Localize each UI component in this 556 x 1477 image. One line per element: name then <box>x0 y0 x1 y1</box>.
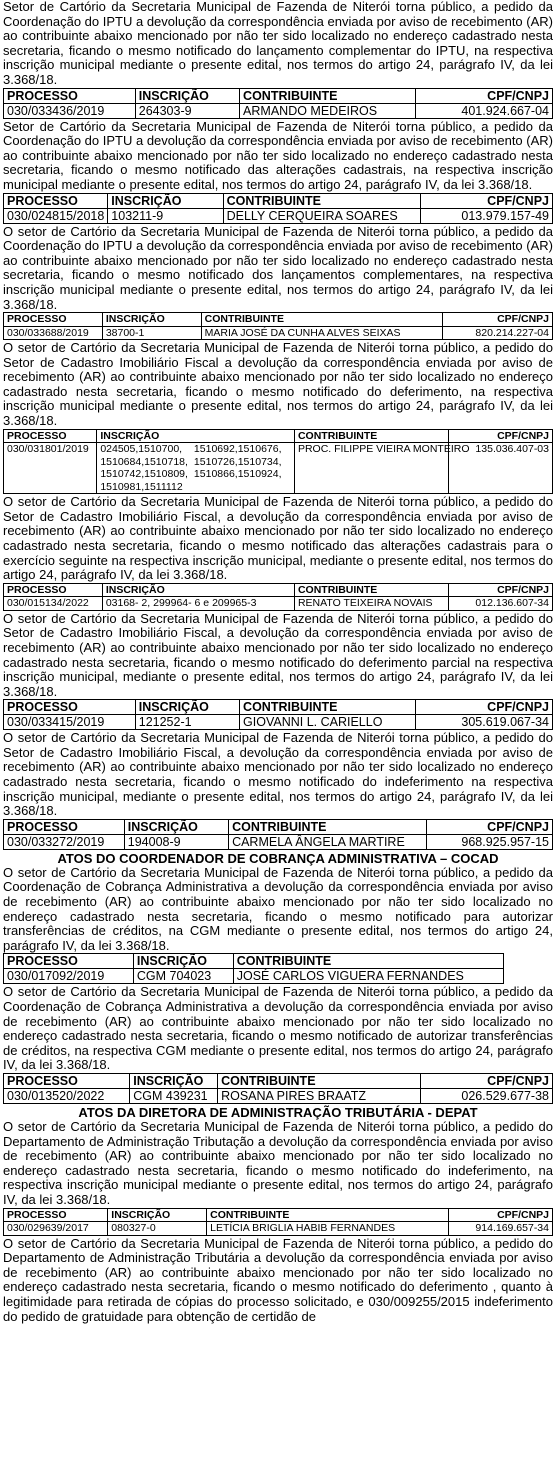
notice-paragraph: O setor de Cartório da Secretaria Municipal de Fazenda de Niterói torna público, a pedido do Departamento de Administração Tributação a devolução da correspondência enviada por aviso de recebimento (AR) ao contribuinte abaixo mencionado por não ter sido localizado no endereço cadastrado nesta secretaria, ficando o mesmo notificado do indeferimento, na respectiva inscrição municipal mediante o presente edital, nos termos do artigo 24, parágrafo IV, da lei 3.368/18. <box>3 1118 553 1207</box>
cell-contribuinte: CARMELA ÂNGELA MARTIRE <box>229 834 427 849</box>
cell-contribuinte: LETÍCIA BRIGLIA HABIB FERNANDES <box>207 1222 449 1236</box>
header-contribuinte: CONTRIBUINTE <box>201 313 443 327</box>
cell-contribuinte: ROSANA PIRES BRAATZ <box>218 1088 421 1103</box>
inscricao-line: 1510742,1510809, <box>100 468 188 481</box>
cell-inscricao: 121252-1 <box>135 715 239 730</box>
header-inscricao: INSCRIÇÃO <box>135 88 239 103</box>
inscricao-line: 1510866,1510924, <box>193 468 282 481</box>
header-inscricao: INSCRIÇÃO <box>97 429 295 443</box>
header-contribuinte: CONTRIBUINTE <box>218 1073 421 1088</box>
record-table <box>3 699 553 730</box>
inscricao-line: 1510981,1511112 <box>100 480 183 493</box>
record-table <box>3 193 553 224</box>
notice-paragraph: O setor de Cartório da Secretaria Municipal de Fazenda de Niterói torna público, a pedido do Setor de Cadastro Imobiliário Fiscal, a devolução da correspondência enviada por aviso de recebimento (AR) ao contribuinte abaixo mencionado por não ter sido localizado no endereço cadastrado nesta secretaria, ficando o mesmo notificado das alterações cadastrais para o exercício seguinte na respectiva inscrição municipal, mediante o presente edital, nos termos do artigo 24, parágrafo IV, da lei 3.368/18. <box>3 494 553 583</box>
cell-cpf-cnpj: 305.619.067-34 <box>415 715 552 730</box>
notice-paragraph: O setor de Cartório da Secretaria Municipal de Fazenda de Niterói torna público, a pedido do Setor de Cadastro Imobiliário Fiscal a devolução da correspondência enviada por aviso de recebimento (AR) ao contribuinte abaixo mencionado por não ter sido localizado no endereço cadastrado nesta secretaria, ficando o mesmo notificado do deferimento, na respectiva inscrição municipal mediante o presente edital, nos termos do artigo 24, parágrafo IV, da lei 3.368/18. <box>3 340 553 429</box>
header-processo: PROCESSO <box>4 313 103 327</box>
header-cpf-cnpj: CPF/CNPJ <box>448 1208 552 1222</box>
notice-paragraph: Setor de Cartório da Secretaria Municipal de Fazenda de Niterói torna público, a pedido da Coordenação do IPTU a devolução da correspondência enviada por aviso de recebimento (AR) ao contribuinte abaixo mencionado por não ter sido localizado no endereço cadastrado nesta secretaria, ficando o mesmo notificado do lançamento complementar do IPTU, na respectiva inscrição municipal mediante o presente edital, nos termos do artigo 24, parágrafo IV, da lei 3.368/18. <box>3 0 553 87</box>
header-processo: PROCESSO <box>4 429 97 443</box>
notice-paragraph: O setor de Cartório da Secretaria Municipal de Fazenda de Niterói torna público, a pedido da Coordenação de Cobrança Administrativa a devolução da correspondência enviada por aviso de recebimento (AR) ao contribuinte abaixo mencionado por não ter sido localizado no endereço cadastrado nesta secretaria, ficando o mesmo notificado para autorizar transferências de créditos, na CGM mediante o presente edital, nos termos do artigo 24, parágrafo IV, da lei 3.368/18. <box>3 864 553 953</box>
cell-inscricao: 264303-9 <box>135 103 239 118</box>
header-cpf-cnpj: CPF/CNPJ <box>415 700 552 715</box>
inscricao-line: 1510684,1510718, <box>100 455 188 468</box>
cell-processo: 030/033272/2019 <box>4 834 125 849</box>
cell-contribuinte: RENATO TEIXEIRA NOVAIS <box>294 597 448 611</box>
cell-contribuinte: ARMANDO MEDEIROS <box>240 103 416 118</box>
cell-inscricao: 38700-1 <box>102 326 201 340</box>
section-heading: ATOS DO COORDENADOR DE COBRANÇA ADMINISTRATIVA – COCAD <box>57 850 499 866</box>
cell-processo: 030/029639/2017 <box>4 1222 108 1236</box>
cell-processo: 030/031801/2019 <box>4 443 97 494</box>
header-cpf-cnpj: CPF/CNPJ <box>426 819 552 834</box>
record-table <box>3 429 553 495</box>
header-inscricao: INSCRIÇÃO <box>108 1208 207 1222</box>
inscricao-line: 1510726,1510734, <box>193 455 282 468</box>
record-table <box>3 953 504 984</box>
header-contribuinte: CONTRIBUINTE <box>294 429 448 443</box>
header-processo: PROCESSO <box>4 954 134 969</box>
header-contribuinte: CONTRIBUINTE <box>240 700 416 715</box>
inscricao-line: 1510692,1510676, <box>193 443 282 456</box>
notice-paragraph: O setor de Cartório da Secretaria Municipal de Fazenda de Niterói torna público, a pedido do Setor de Cadastro Imobiliário Fiscal, a devolução da correspondência enviada por aviso de recebimento (AR) ao contribuinte abaixo mencionado por não ter sido localizado no endereço cadastrado nesta secretaria, ficando o mesmo notificado do deferimento parcial na respectiva inscrição municipal, mediante o presente edital, nos termos do artigo 24, parágrafo IV, da lei 3.368/18. <box>3 610 553 699</box>
header-inscricao: INSCRIÇÃO <box>130 1073 218 1088</box>
cell-inscricao: 080327-0 <box>108 1222 207 1236</box>
header-contribuinte: CONTRIBUINTE <box>233 954 503 969</box>
header-processo: PROCESSO <box>4 819 125 834</box>
header-processo: PROCESSO <box>4 1208 108 1222</box>
notice-paragraph: O setor de Cartório da Secretaria Municipal de Fazenda de Niterói torna público, a pedido da Coordenação de Cobrança Administrativa a devolução da correspondência enviada por aviso de recebimento (AR) ao contribuinte abaixo mencionado por não ter sido localizado no endereço cadastrado nesta secretaria, ficando o mesmo notificado de autorizar transferências de créditos, na respectiva CGM mediante o presente edital, nos termos do artigo 24, parágrafo IV, da lei 3.368/18. <box>3 984 553 1073</box>
header-cpf-cnpj: CPF/CNPJ <box>421 193 553 208</box>
cell-cpf-cnpj: 968.925.957-15 <box>426 834 552 849</box>
cell-processo: 030/013520/2022 <box>4 1088 130 1103</box>
header-inscricao: INSCRIÇÃO <box>108 193 223 208</box>
cell-processo: 030/024815/2018 <box>4 208 108 223</box>
inscricao-column-1 <box>100 443 188 493</box>
header-processo: PROCESSO <box>4 193 108 208</box>
record-table <box>3 583 553 611</box>
cell-processo: 030/017092/2019 <box>4 969 134 984</box>
cell-processo: 030/033688/2019 <box>4 326 103 340</box>
header-inscricao: INSCRIÇÃO <box>133 954 233 969</box>
record-table <box>3 312 553 340</box>
header-processo: PROCESSO <box>4 700 136 715</box>
cell-inscricao: CGM 439231 <box>130 1088 218 1103</box>
cell-cpf-cnpj: 914.169.657-34 <box>448 1222 552 1236</box>
cell-cpf-cnpj: 820.214.227-04 <box>443 326 553 340</box>
inscricao-column-2 <box>194 443 282 493</box>
header-inscricao: INSCRIÇÃO <box>124 819 228 834</box>
cell-inscricao: 03168- 2, 299964- 6 e 209965-3 <box>102 597 294 611</box>
header-processo: PROCESSO <box>4 88 136 103</box>
cell-inscricao-list <box>97 443 295 494</box>
record-table <box>3 819 553 850</box>
record-table <box>3 88 553 119</box>
header-cpf-cnpj: CPF/CNPJ <box>421 1073 553 1088</box>
header-inscricao: INSCRIÇÃO <box>102 313 201 327</box>
cell-inscricao: 194008-9 <box>124 834 228 849</box>
header-contribuinte: CONTRIBUINTE <box>223 193 421 208</box>
cell-inscricao: CGM 704023 <box>133 969 233 984</box>
cell-cpf-cnpj: 401.924.667-04 <box>415 103 552 118</box>
header-cpf-cnpj: CPF/CNPJ <box>448 583 552 597</box>
header-contribuinte: CONTRIBUINTE <box>240 88 416 103</box>
header-contribuinte: CONTRIBUINTE <box>207 1208 449 1222</box>
notice-paragraph: Setor de Cartório da Secretaria Municipal de Fazenda de Niterói torna público, a pedido da Coordenação do IPTU a devolução da correspondência enviada por aviso de recebimento (AR) ao contribuinte abaixo mencionado por não ter sido localizado no endereço cadastrado nesta secretaria, ficando o mesmo notificado das alterações cadastrais, na respectiva inscrição municipal mediante o presente edital, nos termos do artigo 24, parágrafo IV, da lei 3.368/18. <box>3 118 553 192</box>
cell-processo: 030/015134/2022 <box>4 597 103 611</box>
cell-contribuinte: GIOVANNI L. CARIELLO <box>240 715 416 730</box>
notice-paragraph: O setor de Cartório da Secretaria Municipal de Fazenda de Niterói torna público, a pedido do Departamento de Administração Tributária a devolução da correspondência enviada por aviso de recebimento (AR) ao contribuinte abaixo mencionado por não ter sido localizado no endereço cadastrado nesta secretaria, ficando o mesmo notificado do deferimento , quanto à legitimidade para retirada de cópias do processo solicitado, e 030/009255/2015 indeferimento do pedido de gratuidade para obtenção de certidão de <box>3 1235 553 1324</box>
notice-paragraph: O setor de Cartório da Secretaria Municipal de Fazenda de Niterói torna público, a pedido da Coordenação do IPTU a devolução da correspondência enviada por aviso de recebimento (AR) ao contribuinte abaixo mencionado por não ter sido localizado no endereço cadastrado nesta secretaria, ficando o mesmo notificado dos lançamentos complementares, na respectiva inscrição municipal mediante o presente edital, nos termos do artigo 24, parágrafo IV, da lei 3.368/18. <box>3 223 553 312</box>
header-inscricao: INSCRIÇÃO <box>135 700 239 715</box>
cell-processo: 030/033436/2019 <box>4 103 136 118</box>
cell-contribuinte: DELLY CERQUEIRA SOARES <box>223 208 421 223</box>
section-heading: ATOS DA DIRETORA DE ADMINISTRAÇÃO TRIBUTÁRIA - DEPAT <box>78 1104 478 1120</box>
header-cpf-cnpj: CPF/CNPJ <box>415 88 552 103</box>
record-table <box>3 1208 553 1236</box>
cell-cpf-cnpj: 012.136.607-34 <box>448 597 552 611</box>
header-contribuinte: CONTRIBUINTE <box>229 819 427 834</box>
cell-processo: 030/033415/2019 <box>4 715 136 730</box>
header-inscricao: INSCRIÇÃO <box>102 583 294 597</box>
header-processo: PROCESSO <box>4 583 103 597</box>
header-processo: PROCESSO <box>4 1073 130 1088</box>
header-contribuinte: CONTRIBUINTE <box>294 583 448 597</box>
cell-cpf-cnpj: 013.979.157-49 <box>421 208 553 223</box>
cell-inscricao: 103211-9 <box>108 208 223 223</box>
header-cpf-cnpj: CPF/CNPJ <box>443 313 553 327</box>
header-cpf-cnpj: CPF/CNPJ <box>448 429 552 443</box>
cell-contribuinte: MARIA JOSÉ DA CUNHA ALVES SEIXAS <box>201 326 443 340</box>
cell-contribuinte: JOSÉ CARLOS VIGUERA FERNANDES <box>233 969 503 984</box>
cell-cpf-cnpj: 026.529.677-38 <box>421 1088 553 1103</box>
cell-contribuinte: PROC. FILIPPE VIEIRA MONTEIRO <box>294 443 448 494</box>
inscricao-line: 024505,1510700, <box>100 443 183 456</box>
record-table <box>3 1073 553 1104</box>
notice-paragraph: O setor de Cartório da Secretaria Municipal de Fazenda de Niterói torna público, a pedido do Setor de Cadastro Imobiliário Fiscal, a devolução da correspondência enviada por aviso de recebimento (AR) ao contribuinte abaixo mencionado por não ter sido localizado no endereço cadastrado nesta secretaria, ficando o mesmo notificado do indeferimento na respectiva inscrição municipal, mediante o presente edital, nos termos do artigo 24, parágrafo IV, da lei 3.368/18. <box>3 730 553 819</box>
cell-cpf-cnpj: 135.036.407-03 <box>448 443 552 494</box>
